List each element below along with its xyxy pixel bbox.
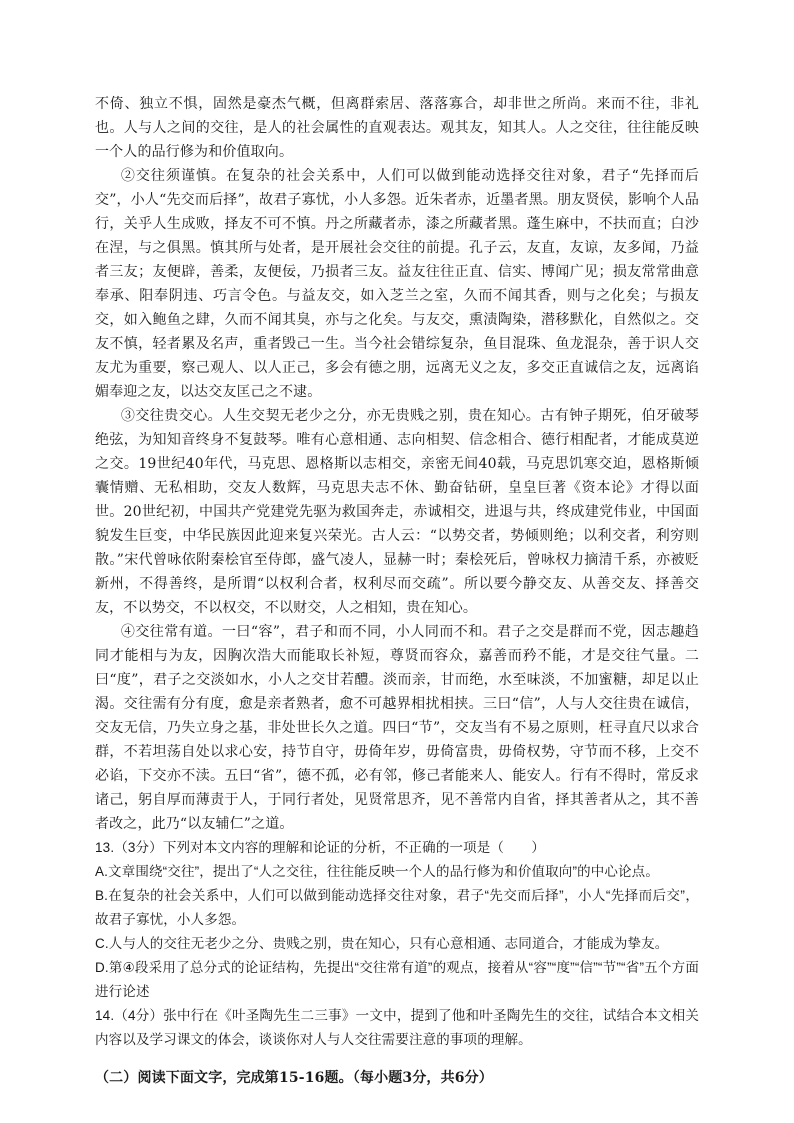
section-heading: （二）阅读下面文字，完成第15-16题。（每小题3分，共6分） — [95, 1070, 493, 1086]
reading-passage — [95, 92, 699, 836]
question-13-stem: 13.（3分）下列对本文内容的理解和论证的分析，不正确的一项是（ ） — [95, 840, 546, 855]
question-13-option-c: C.人与人的交往无老少之分、贵贱之别，贵在知心，只有心意相通、志同道合，才能成为挚友。 — [95, 936, 669, 951]
question-14-stem: 14.（4分）张中行在《叶圣陶先生二三事》一文中，提到了他和叶圣陶先生的交往，试结合本文相关内容以及学习课文的体会，谈谈你对人与人交往需要注意的事项的理解。 — [95, 1008, 699, 1047]
document-page — [95, 92, 699, 1090]
question-block — [95, 836, 699, 1052]
passage-paragraph-4: ④交往常有道。一曰“容”，君子和而不同，小人同而不和。君子之交是群而不党，因志趣趋同才能相与为友，因胸次浩大而能取长补短，尊贤而容众，嘉善而矜不能，才是交往气量。二曰“度”，君子之交淡如水，小人之交甘若醴。淡而亲，甘而绝，水至味淡，不加蜜糖，却足以止渴。交往需有分有度，愈是亲者熟者，愈不可越界相扰相挟。三曰“信”，人与人交往贵在诚信，交友无信，乃失立身之基，非处世长久之道。四曰“节”，交友当有不易之原则，枉寻直尺以求合群，不若坦荡自处以求心安，持节自守，毋倚年岁，毋倚富贵，毋倚权势，守节而不移，上交不必谄，下交亦不渎。五曰“省”，德不孤，必有邻，修己者能来人、能安人。行有不得时，常反求诸己，躬自厚而薄责于人，于同行者处，见贤常思齐，见不善常内自省，择其善者从之，其不善者改之，此乃“以友辅仁”之道。 — [95, 624, 699, 832]
question-13-option-a: A.文章围绕“交往”，提出了“人之交往，往往能反映一个人的品行修为和价值取向”的中心论点。 — [95, 864, 659, 879]
passage-paragraph-2: ②交往须谨慎。在复杂的社会关系中，人们可以做到能动选择交往对象，君子“先择而后交”，小人“先交而后择”，故君子寡忧，小人多怨。近朱者赤，近墨者黑。朋友贤侯，影响个人品行，关乎人生成败，择友不可不慎。丹之所藏者赤，漆之所藏者黑。蓬生麻中，不扶而直；白沙在涅，与之俱黑。慎其所与处者，是开展社会交往的前提。孔子云，友直，友谅，友多闻，乃益者三友；友便辟，善柔，友便佞，乃损者三友。益友往往正直、信实、博闻广见；损友常常曲意奉承、阳奉阴违、巧言令色。与益友交，如入芝兰之室，久而不闻其香，则与之化矣；与损友交，如入鲍鱼之肆，久而不闻其臭，亦与之化矣。与友交，熏渍陶染，潜移默化，自然似之。交友不慎，轻者累及名声，重者毁己一生。当今社会错综复杂，鱼目混珠、鱼龙混杂，善于识人交友尤为重要，察己观人、以人正己，多会有德之朋，远离无义之友，多交正直诚信之友，远离谄媚奉迎之友，以达交友匡己之不逮。 — [95, 168, 699, 400]
passage-paragraph-3: ③交往贵交心。人生交契无老少之分，亦无贵贱之别，贵在知心。古有钟子期死，伯牙破琴绝弦，为知知音终身不复鼓琴。唯有心意相通、志向相契、信念相合、德行相配者，才能成莫逆之交。19世纪40年代，马克思、恩格斯以志相交，亲密无间40载，马克思饥寒交迫，恩格斯倾囊情赠、无私相助，交友人数辉，马克思夫志不休、勤奋钻研，皇皇巨著《资本论》才得以面世。20世纪初，中国共产党建党先驱为救国奔走，赤诚相交，进退与共，终成建党伟业，中国面貌发生巨变，中华民族因此迎来复兴荣光。古人云：“以势交者，势倾则绝；以利交者，利穷则散。”宋代曾咏依附秦桧官至侍郎，盛气凌人，显赫一时；秦桧死后，曾咏权力摘清千系，亦被贬新州，不得善终，是所谓“以权利合者，权利尽而交疏”。所以要今静交友、从善交友、择善交友，不以势交，不以权交，不以财交，人之相知，贵在知心。 — [95, 408, 699, 616]
question-13-option-d: D.第④段采用了总分式的论证结构，先提出“交往常有道”的观点，接着从“容”“度”“信”“节”“省”五个方面进行论述 — [95, 960, 699, 999]
question-13-option-b: B.在复杂的社会关系中，人们可以做到能动选择交往对象，君子“先交而后择”，小人“先择而后交”，故君子寡忧，小人多怨。 — [95, 888, 699, 927]
passage-paragraph-1: 不倚、独立不惧，固然是豪杰气概，但离群索居、落落寡合，却非世之所尚。来而不往，非礼也。人与人之间的交往，是人的社会属性的直观表达。观其友，知其人。人之交往，往往能反映一个人的品行修为和价值取向。 — [95, 96, 699, 160]
